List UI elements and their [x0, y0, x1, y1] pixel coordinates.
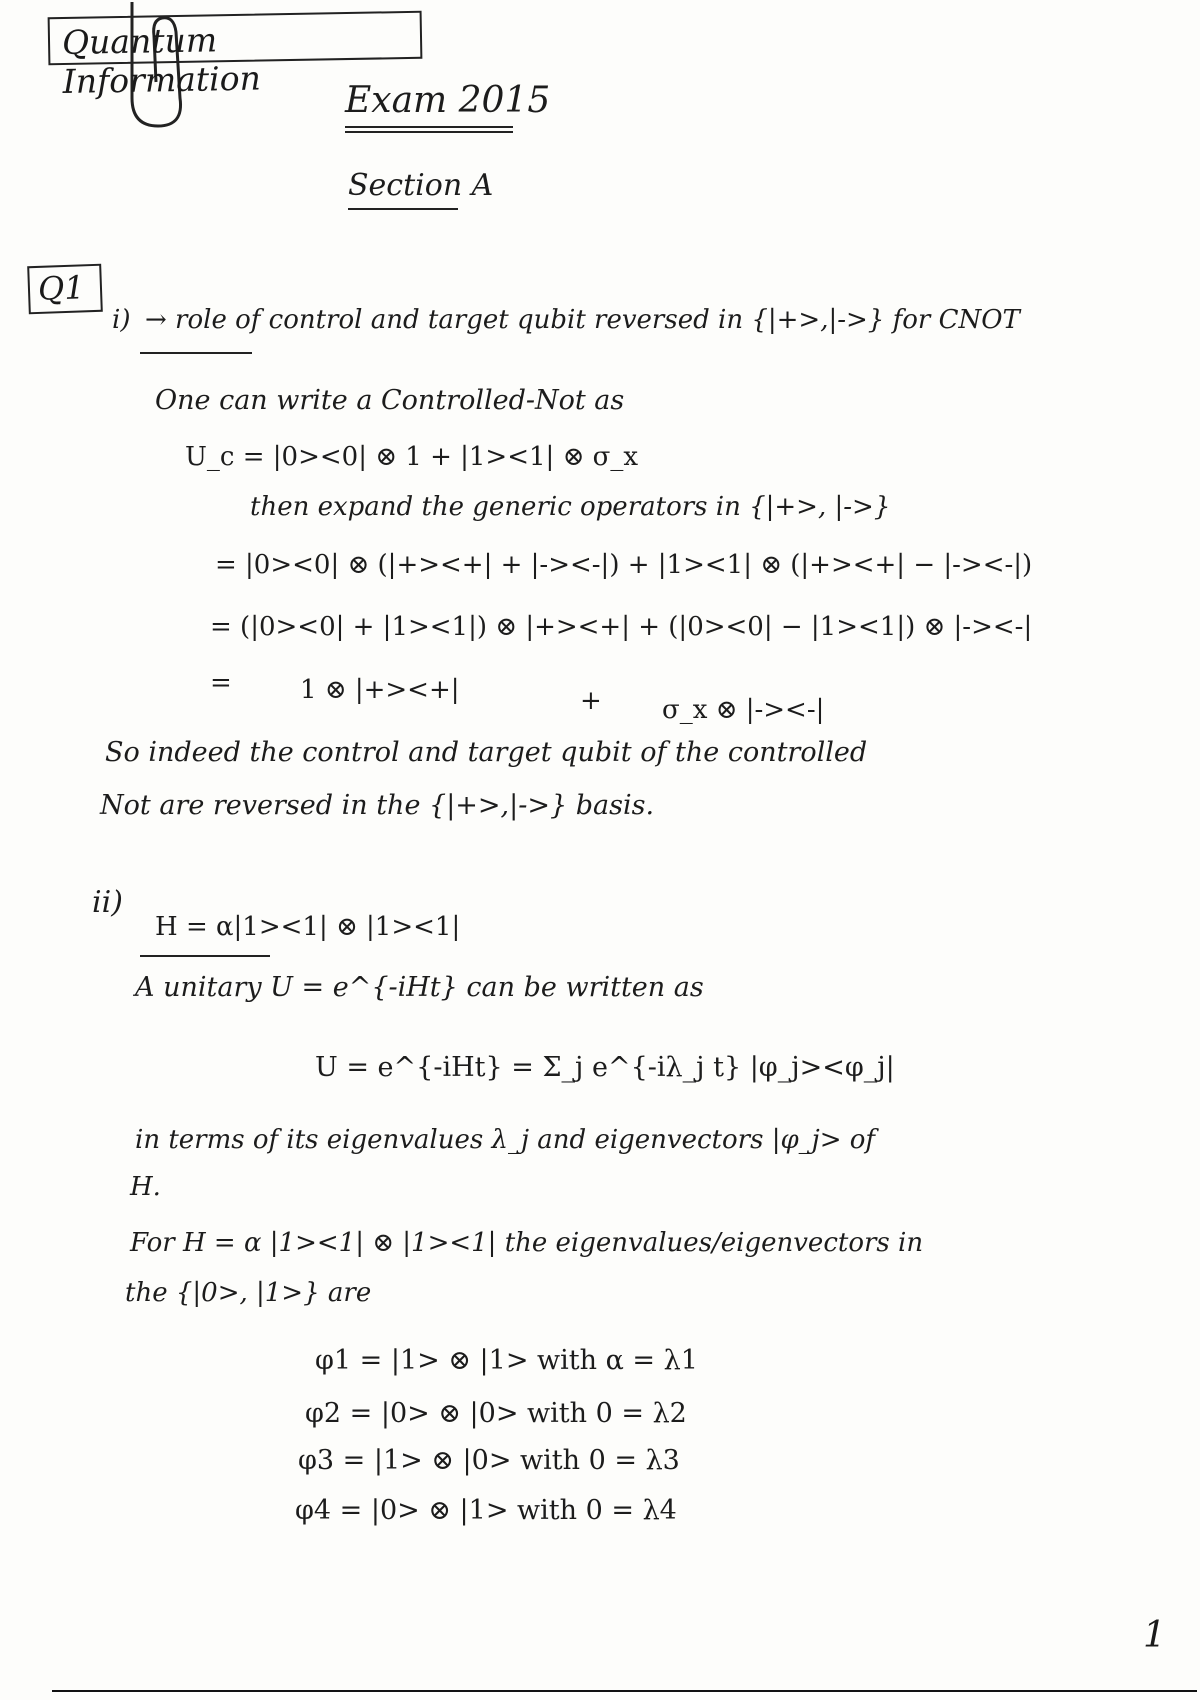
question-box	[27, 264, 103, 315]
part-ii-line: the {|0>, |1>} are	[125, 1278, 372, 1308]
part-i-line: then expand the generic operators in {|+>, |->}	[250, 492, 891, 522]
exam-title-underline-2	[345, 131, 513, 133]
expansion-step-2: = (|0><0| + |1><1|) ⊗ |+><+| + (|0><0| − |1><1|) ⊗ |-><-|	[210, 612, 1033, 642]
exam-title-underline	[345, 126, 513, 128]
part-ii-label: ii)	[92, 885, 123, 920]
unitary-expansion: U = e^{-iHt} = Σ_j e^{-iλ_j t} |φ_j><φ_j|	[315, 1052, 895, 1083]
expansion-step-3-plus: +	[580, 686, 602, 716]
page-number: 1	[1143, 1615, 1166, 1656]
hamiltonian: H = α|1><1| ⊗ |1><1|	[155, 912, 461, 942]
part-i-heading: → role of control and target qubit reversed in {|+>,|->} for CNOT	[145, 305, 1020, 335]
cnot-definition: U_c = |0><0| ⊗ 1 + |1><1| ⊗ σ_x	[185, 442, 639, 472]
course-title-box	[48, 11, 423, 102]
expansion-step-3-b: σ_x ⊗ |-><-|	[662, 695, 825, 725]
expansion-step-1: = |0><0| ⊗ (|+><+| + |-><-|) + |1><1| ⊗ (|+><+| − |-><-|)	[215, 550, 1033, 580]
question-label: Q1	[37, 268, 86, 308]
eigenvector-2: φ2 = |0> ⊗ |0> with 0 = λ2	[305, 1398, 687, 1429]
part-i-conclusion: Not are reversed in the {|+>,|->} basis.	[100, 790, 655, 821]
part-ii-line: For H = α |1><1| ⊗ |1><1| the eigenvalues/eigenvectors in	[130, 1228, 924, 1258]
expansion-step-3-a: 1 ⊗ |+><+|	[300, 675, 460, 705]
part-ii-line: in terms of its eigenvalues λ_j and eigenvectors |φ_j> of	[135, 1125, 876, 1155]
footer-rule	[52, 1690, 1197, 1692]
part-i-label: i)	[112, 305, 131, 335]
part-i-conclusion: So indeed the control and target qubit of the controlled	[105, 737, 868, 768]
part-ii-line: A unitary U = e^{-iHt} can be written as	[135, 972, 704, 1003]
expansion-step-3-eq: =	[210, 668, 232, 698]
eigenvector-3: φ3 = |1> ⊗ |0> with 0 = λ3	[298, 1445, 680, 1476]
exam-title: Exam 2015	[345, 80, 551, 121]
section-title-underline	[348, 208, 458, 210]
part-ii-line: H.	[130, 1172, 161, 1202]
course-title: Quantum Information	[61, 20, 262, 102]
eigenvector-4: φ4 = |0> ⊗ |1> with 0 = λ4	[295, 1495, 677, 1526]
part-i-line: One can write a Controlled-Not as	[155, 385, 625, 416]
eigenvector-1: φ1 = |1> ⊗ |1> with α = λ1	[315, 1345, 698, 1376]
section-title: Section A	[348, 168, 494, 203]
part-i-underline	[140, 352, 252, 354]
part-ii-underline	[140, 955, 270, 957]
